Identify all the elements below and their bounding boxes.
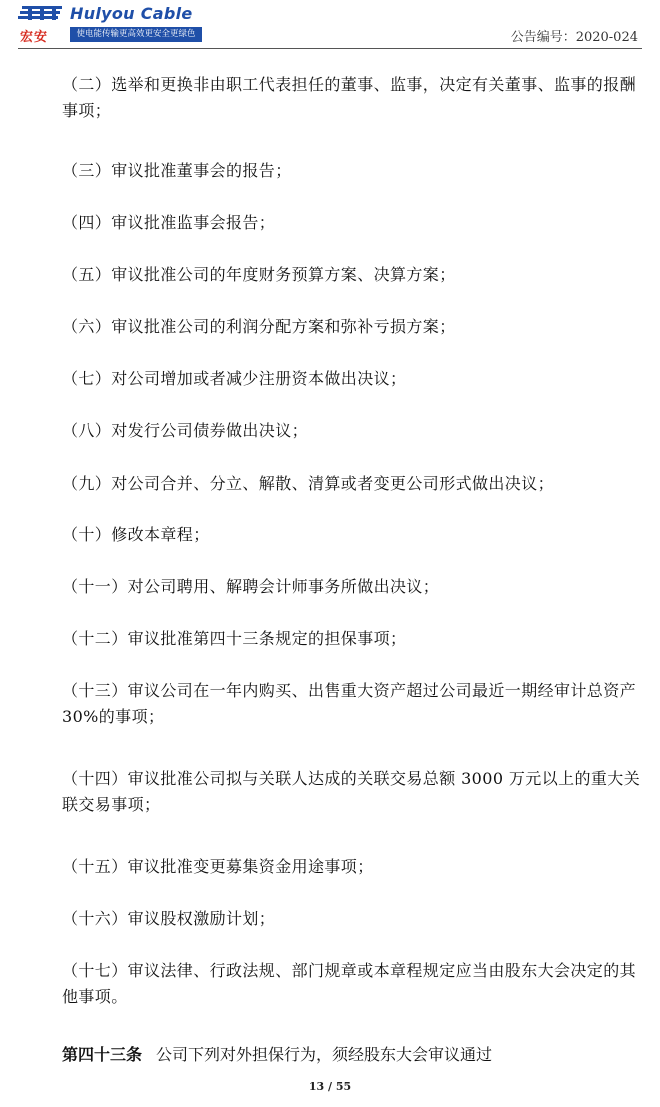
- list-item-4: （四）审议批准监事会报告；: [62, 213, 276, 232]
- article-text: 公司下列对外担保行为，须经股东大会审议通过: [156, 1045, 493, 1064]
- list-item-3: （三）审议批准董事会的报告；: [62, 161, 292, 180]
- announcement-number: 公告编号：2020-024: [510, 30, 638, 45]
- logo-brand-name: Hulyou Cable: [70, 4, 193, 23]
- header-divider: [18, 48, 642, 49]
- list-item-8: （八）对发行公司债券做出决议；: [62, 421, 309, 440]
- list-item-2: （二）选举和更换非由职工代表担任的董事、监事，决定有关董事、监事的报酬事项；: [62, 75, 637, 120]
- logo-slogan: 使电能传输更高效更安全更绿色: [70, 27, 202, 42]
- list-item-14: （十四）审议批准公司拟与关联人达成的关联交易总额 3000 万元以上的重大关联交易事项；: [62, 769, 641, 814]
- company-logo: [18, 4, 200, 44]
- logo-chinese-name: 宏安: [20, 30, 49, 45]
- list-item-15: （十五）审议批准变更募集资金用途事项；: [62, 857, 374, 876]
- list-item-13: （十三）审议公司在一年内购买、出售重大资产超过公司最近一期经审计总资产 30%的事项；: [62, 681, 637, 726]
- list-item-9: （九）对公司合并、分立、解散、清算或者变更公司形式做出决议；: [62, 474, 555, 493]
- list-item-12: （十二）审议批准第四十三条规定的担保事项；: [62, 629, 407, 648]
- page-header: [0, 0, 660, 52]
- list-item-6: （六）审议批准公司的利润分配方案和弥补亏损方案；: [62, 317, 456, 336]
- article-heading: 第四十三条: [62, 1045, 143, 1064]
- article-43: [62, 1042, 492, 1068]
- list-item-7: （七）对公司增加或者减少注册资本做出决议；: [62, 369, 407, 388]
- list-item-5: （五）审议批准公司的年度财务预算方案、决算方案；: [62, 265, 456, 284]
- list-item-17: （十七）审议法律、行政法规、部门规章或本章程规定应当由股东大会决定的其他事项。: [62, 961, 637, 1006]
- list-item-10: （十）修改本章程；: [62, 525, 210, 544]
- page-number: 13 / 55: [308, 1080, 352, 1093]
- list-item-11: （十一）对公司聘用、解聘会计师事务所做出决议；: [62, 577, 440, 596]
- list-item-16: （十六）审议股权激励计划；: [62, 909, 276, 928]
